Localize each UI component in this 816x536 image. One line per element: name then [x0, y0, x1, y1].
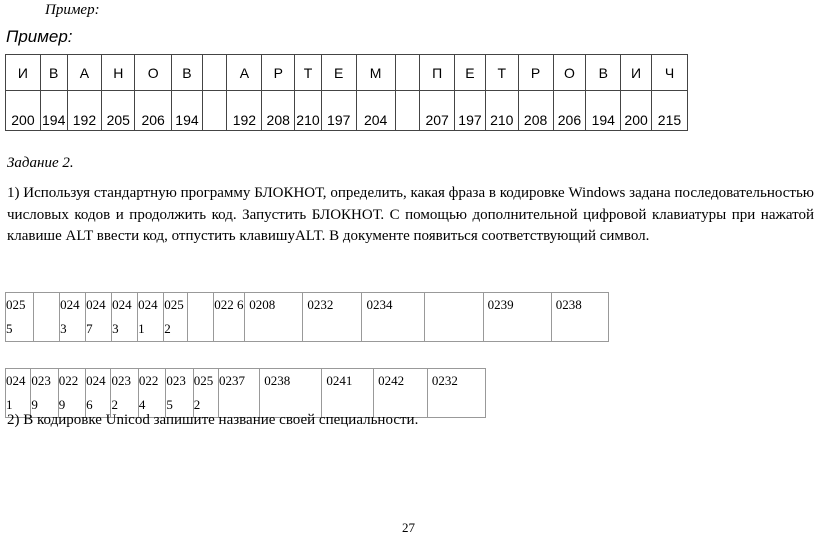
- letter-cell: Е: [455, 55, 486, 91]
- code-cell: 200: [6, 91, 41, 131]
- code-cell: 025 2: [164, 293, 188, 342]
- code-cell: [188, 293, 214, 342]
- task-text-1: 1) Используя стандартную программу БЛОКНОТ, определить, какая фраза в кодировке Windows задана последовательностью числовых кодов и продолжить код. Запустить БЛОКНОТ. С помощью дополнительной цифровой клавиатуры при нажатой клавише ALT ввести код, отпустить клавишуALT. В документе появиться соответствующий символ.: [7, 185, 814, 244]
- letter-cell: Н: [102, 55, 135, 91]
- letter-cell: Р: [262, 55, 295, 91]
- code-cell: 0241: [322, 369, 374, 418]
- letter-cell: П: [420, 55, 455, 91]
- code-cell: 210: [485, 91, 518, 131]
- code-cell: 0238: [551, 293, 608, 342]
- code-cell: 192: [227, 91, 262, 131]
- code-cell: 192: [67, 91, 102, 131]
- code-cell: 022 9: [58, 369, 85, 418]
- code-cell: 0232: [303, 293, 362, 342]
- code-cell: 023 5: [166, 369, 193, 418]
- code-cell: 194: [586, 91, 621, 131]
- letter-cell: В: [172, 55, 203, 91]
- code-cell: 208: [518, 91, 553, 131]
- code-cell: 215: [651, 91, 687, 131]
- code-cell: 207: [420, 91, 455, 131]
- letter-cell: М: [356, 55, 395, 91]
- letter-cell: И: [6, 55, 41, 91]
- letter-cell: В: [40, 55, 67, 91]
- code-cell: [202, 91, 227, 131]
- task-title: Задание 2.: [7, 155, 74, 171]
- code-cell: 197: [455, 91, 486, 131]
- letter-cell: А: [67, 55, 102, 91]
- header-italic: Пример:: [45, 2, 100, 18]
- code-cell: 025 2: [193, 369, 218, 418]
- code-cell: [424, 293, 483, 342]
- letter-cell: Т: [295, 55, 322, 91]
- code-cell: 194: [172, 91, 203, 131]
- code-cell: 0238: [260, 369, 322, 418]
- code-cell: 197: [321, 91, 356, 131]
- code-cell: 023 9: [31, 369, 58, 418]
- code-cell: 208: [262, 91, 295, 131]
- code-cell: 022 6: [214, 293, 245, 342]
- code-cell: 022 4: [138, 369, 165, 418]
- code-cell: 024 6: [86, 369, 111, 418]
- code-cell: 0232: [427, 369, 485, 418]
- codes-table-2-row: [6, 369, 486, 418]
- page-number: 27: [402, 520, 415, 535]
- code-cell: 210: [295, 91, 322, 131]
- code-cell: 206: [135, 91, 172, 131]
- code-cell: 200: [621, 91, 652, 131]
- code-cell: 204: [356, 91, 395, 131]
- code-cell: 024 1: [6, 369, 31, 418]
- name-codes-table: [5, 54, 688, 131]
- letter-cell: Р: [518, 55, 553, 91]
- code-cell: 205: [102, 91, 135, 131]
- letter-cell: И: [621, 55, 652, 91]
- code-cell: 025 5: [6, 293, 34, 342]
- code-cell: 024 3: [60, 293, 86, 342]
- letter-cell: [202, 55, 227, 91]
- codes-table-2: [5, 368, 486, 418]
- codes-row: [6, 91, 688, 131]
- code-cell: 206: [553, 91, 586, 131]
- letter-cell: Т: [485, 55, 518, 91]
- code-cell: 024 3: [112, 293, 138, 342]
- letter-cell: О: [553, 55, 586, 91]
- code-cell: 024 1: [138, 293, 164, 342]
- code-cell: 194: [40, 91, 67, 131]
- code-cell: 0208: [245, 293, 303, 342]
- code-cell: 0239: [483, 293, 551, 342]
- letter-cell: [395, 55, 420, 91]
- letter-cell: Ч: [651, 55, 687, 91]
- code-cell: 024 7: [86, 293, 112, 342]
- code-cell: [395, 91, 420, 131]
- letter-cell: Е: [321, 55, 356, 91]
- example-label: Пример:: [6, 27, 73, 46]
- letters-row: [6, 55, 688, 91]
- letter-cell: О: [135, 55, 172, 91]
- letter-cell: А: [227, 55, 262, 91]
- code-cell: 0237: [219, 369, 260, 418]
- codes-table-1: [5, 292, 609, 342]
- letter-cell: В: [586, 55, 621, 91]
- code-cell: [34, 293, 60, 342]
- code-cell: 0242: [374, 369, 428, 418]
- code-cell: 0234: [362, 293, 424, 342]
- task-text-2: 2) В кодировке Unicod запишите название своей специальности.: [7, 412, 419, 428]
- code-cell: 023 2: [111, 369, 138, 418]
- codes-table-1-row: [6, 293, 609, 342]
